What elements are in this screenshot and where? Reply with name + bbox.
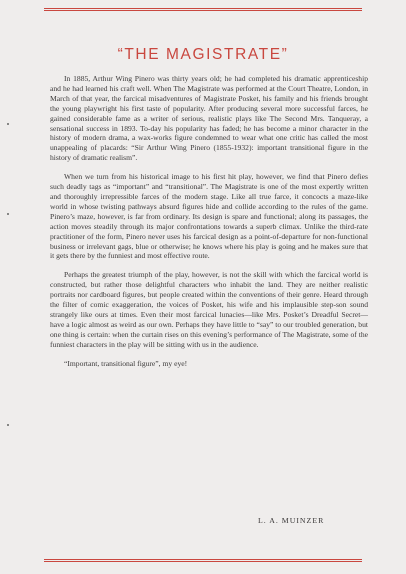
top-rule xyxy=(44,8,362,11)
paragraph-3: Perhaps the greatest triumph of the play, however, is not the skill with which the farcical world is constructed, but rather those delightful characters who inhabit the land. They are neither realistic portraits nor cardboard figures, but people created within the conventions of their genre. Heard through the filter of comic exaggeration, the voices of Posket, his wife and his implausible step-son sound strangely like ours at times. Even their most farcical lunacies—like Mrs. Posket’s Dreadful Secret—have a logic almost as weird as our own. Perhaps they have little to “say” to our troubled generation, but one thing is certain: when the curtain rises on this evening’s performance of The Magistrate, some of the funniest characters in the play will be sitting with us in the audience. xyxy=(50,270,368,349)
essay-body xyxy=(50,74,368,368)
closing-quote: “Important, transitional figure”, my eye! xyxy=(64,358,188,368)
page-title: “THE MAGISTRATE” xyxy=(117,46,289,63)
author-signature: L. A. MUINZER xyxy=(258,516,325,525)
binding-hole-mark xyxy=(7,123,9,125)
paragraph-2: When we turn from his historical image to his first hit play, however, we find that Pinero defies such deadly tags as “important” and “transitional”. The Magistrate is one of the most expertly written and thoroughly irrepressible farces of the modern stage. Like all true farce, it concocts a maze-like world in whose twisting pathways absurd figures hide and collide according to the rules of the game. Pinero’s maze, however, is far from ordinary. Its design is spare and functional; along its passages, the action moves steadily through its major confrontations towards a superb climax. Unlike the third-rate practitioner of the form, Pinero never uses his farcical design as a point-of-departure for non-functional business or irrelevant gags, blue or otherwise; he knows where his play is going and he makes sure that it gets there by the funniest and most effective route. xyxy=(50,172,368,261)
paragraph-1: In 1885, Arthur Wing Pinero was thirty years old; he had completed his dramatic apprenticeship and he had learned his craft well. When The Magistrate was performed at the Court Theatre, London, in March of that year, the farcical misadventures of Magistrate Posket, his family and his friends brought the young playwright his first taste of popularity. After producing several more successful farces, he gained considerable fame as a writer of serious, realistic plays like The Second Mrs. Tanqueray, a sensational success in 1893. To-day his popularity has faded; he has become a minor character in the history of modern drama, a wax-works figure condemned to wear what one critic has called the most unappealing of placards: “Sir Arthur Wing Pinero (1855-1932): important transitional figure in the history of dramatic realism”. xyxy=(50,74,368,163)
binding-hole-mark xyxy=(7,213,9,215)
bottom-rule xyxy=(44,559,362,562)
binding-hole-mark xyxy=(7,424,9,426)
